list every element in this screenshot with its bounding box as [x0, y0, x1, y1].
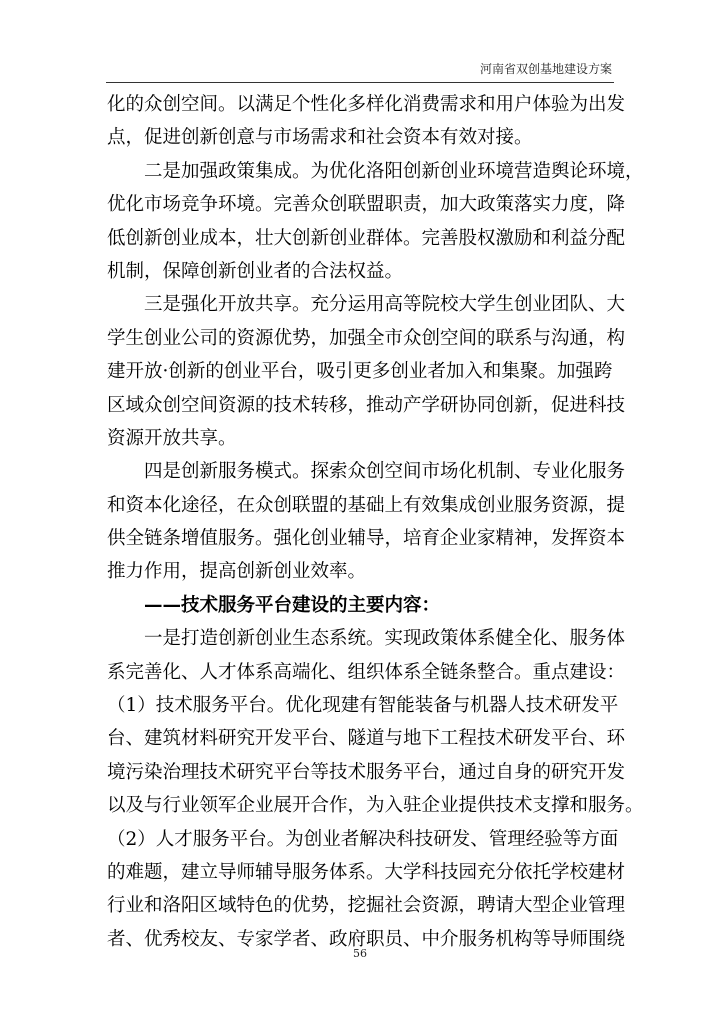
- text-line: 优化市场竞争环境。完善众创联盟职责，加大政策落实力度，降: [107, 194, 626, 216]
- text-line: 资源开放共享。: [107, 427, 237, 449]
- text-line: 化的众创空间。以满足个性化多样化消费需求和用户体验为出发: [107, 94, 626, 115]
- text-line: 的难题，建立导师辅导服务体系。大学科技园充分依托学校建材: [107, 861, 626, 883]
- text-line: 低创新创业成本，壮大创新创业群体。完善股权激励和利益分配: [107, 227, 626, 249]
- text-line: （1）技术服务平台。优化现建有智能装备与机器人技术研发平: [107, 695, 619, 717]
- text-line: 者、优秀校友、专家学者、政府职员、中介服务机构等导师围绕: [107, 928, 626, 950]
- text-line: （2）人才服务平台。为创业者解决科技研发、管理经验等方面: [107, 828, 619, 850]
- header-divider: [106, 82, 614, 83]
- text-line: 二是加强政策集成。为优化洛阳创新创业环境营造舆论环境，: [107, 160, 644, 182]
- text-line: 行业和洛阳区域特色的优势，挖掘社会资源，聘请大型企业管理: [107, 895, 626, 917]
- text-line: 台、建筑材料研究开发平台、隧道与地下工程技术研发平台、环: [107, 728, 626, 750]
- text-line: 推力作用，提高创新创业效率。: [107, 561, 367, 583]
- text-line: 境污染治理技术研究平台等技术服务平台，通过自身的研究开发: [107, 761, 626, 783]
- section-heading: ——技术服务平台建设的主要内容：: [107, 594, 441, 616]
- text-line: 学生创业公司的资源优势，加强全市众创空间的联系与沟通，构: [107, 327, 626, 349]
- text-line: 建开放·创新的创业平台，吸引更多创业者加入和集聚。加强跨: [107, 361, 613, 383]
- text-line: 以及与行业领军企业展开合作，为入驻企业提供技术支撑和服务。: [107, 795, 644, 817]
- body-text: [107, 88, 644, 956]
- page-number: 56: [353, 947, 367, 960]
- text-line: 四是创新服务模式。探索众创空间市场化机制、专业化服务: [107, 461, 626, 483]
- text-line: 一是打造创新创业生态系统。实现政策体系健全化、服务体: [107, 628, 626, 650]
- text-line: 机制，保障创新创业者的合法权益。: [107, 260, 404, 282]
- running-header: 河南省双创基地建设方案: [479, 62, 612, 76]
- text-line: 和资本化途径，在众创联盟的基础上有效集成创业服务资源，提: [107, 494, 626, 516]
- text-line: 供全链条增值服务。强化创业辅导，培育企业家精神，发挥资本: [107, 528, 626, 550]
- text-line: 系完善化、人才体系高端化、组织体系全链条整合。重点建设：: [107, 661, 626, 683]
- text-line: 区域众创空间资源的技术转移，推动产学研协同创新，促进科技: [107, 394, 626, 416]
- text-line: 三是强化开放共享。充分运用高等院校大学生创业团队、大: [107, 294, 626, 316]
- text-line: 点，促进创新创意与市场需求和社会资本有效对接。: [107, 127, 533, 149]
